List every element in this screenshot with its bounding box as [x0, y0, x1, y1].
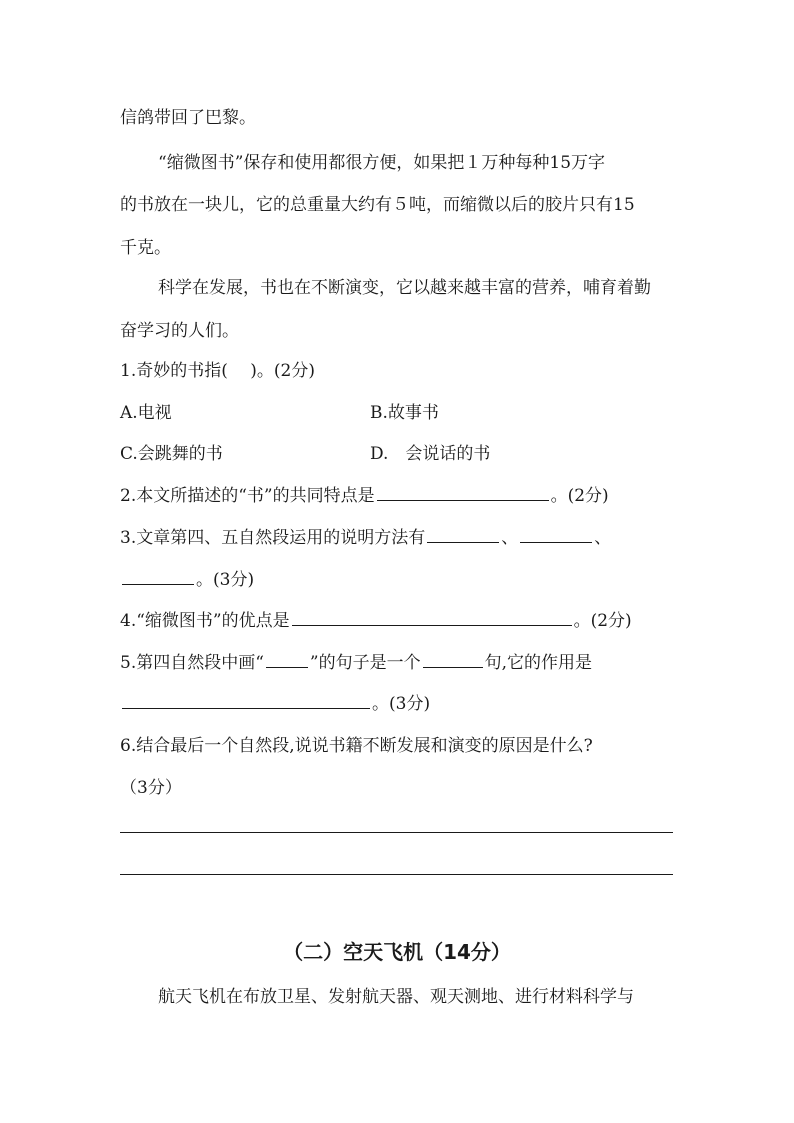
question-6: 6.结合最后一个自然段,说说书籍不断发展和演变的原因是什么?	[120, 736, 593, 756]
answer-line	[120, 874, 673, 875]
section-title: （二）空天飞机（14分）	[283, 940, 511, 964]
question-5-cont: 。(3分)	[120, 689, 430, 714]
question-2: 2.本文所描述的“书”的共同特点是 。(2分)	[120, 486, 609, 506]
option-d: D. 会说话的书	[370, 444, 491, 464]
question-3: 3.文章第四、五自然段运用的说明方法有 、 、	[120, 528, 612, 548]
option-c: C.会跳舞的书	[120, 444, 223, 464]
answer-blank	[292, 624, 572, 626]
question-4: 4.“缩微图书”的优点是 。(2分)	[120, 611, 632, 631]
question-1: 1.奇妙的书指( )。(2分)	[120, 361, 315, 381]
question-6-score: （3分）	[120, 778, 182, 798]
option-a: A.电视	[120, 403, 172, 423]
answer-blank	[427, 541, 499, 543]
passage-text: 奋学习的人们。	[120, 321, 239, 341]
option-b: B.故事书	[370, 403, 439, 423]
question-5: 5.第四自然段中画“ ”的句子是一个 句,它的作用是	[120, 653, 593, 673]
passage-text: 科学在发展，书也在不断演变，它以越来越丰富的营养，哺育着勤	[158, 278, 651, 298]
answer-line	[120, 832, 673, 833]
answer-blank	[266, 666, 308, 668]
passage-text: 信鸽带回了巴黎。	[120, 108, 256, 128]
answer-blank	[520, 541, 592, 543]
answer-blank	[122, 583, 194, 585]
passage-text: 千克。	[120, 238, 171, 258]
answer-blank	[423, 666, 483, 668]
passage-text: “缩微图书”保存和使用都很方便，如果把１万种每种15万字	[158, 153, 606, 173]
passage-text: 航天飞机在布放卫星、发射航天器、观天测地、进行材料科学与	[158, 987, 634, 1007]
question-3-cont: 。(3分)	[120, 565, 254, 590]
answer-blank	[377, 499, 549, 501]
answer-blank	[122, 707, 370, 709]
passage-text: 的书放在一块儿，它的总重量大约有５吨，而缩微以后的胶片只有15	[120, 195, 635, 215]
